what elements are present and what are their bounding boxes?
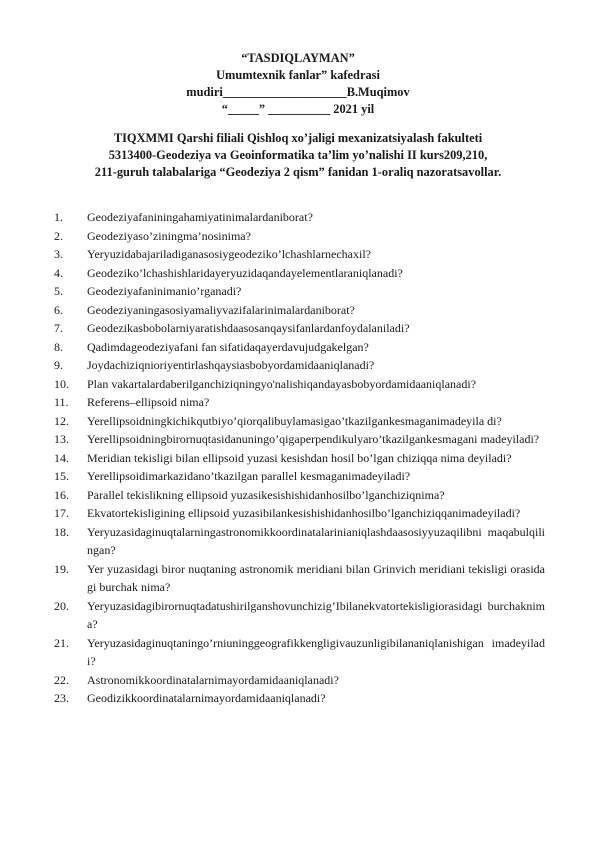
question-text: Yerellipsoidimarkazidano’tkazilgan parallel kesmaganimadeyiladi? xyxy=(87,469,411,483)
question-item xyxy=(54,486,545,505)
question-text: Referens–ellipsoid nima? xyxy=(87,395,210,409)
question-number: 1. xyxy=(54,210,63,224)
question-number: 3. xyxy=(54,247,63,261)
question-number: 18. xyxy=(54,524,69,539)
approval-date-line: “_____” __________ 2021 yil xyxy=(221,102,375,116)
question-number: 13. xyxy=(54,432,69,446)
question-number: 19. xyxy=(54,561,69,576)
question-number: 2. xyxy=(54,228,63,243)
question-item xyxy=(54,375,545,394)
question-text: Yeryuzasidaginuqtalarningastronomikkoordinatalarinianiqlashdaasosiyyuzaqilibni maqabulqilingan? xyxy=(87,524,545,557)
question-number: 5. xyxy=(54,284,63,298)
question-number: 10. xyxy=(54,376,69,391)
heading-line-2: 5313400-Geodeziya va Geoinformatika ta’lim yo’nalishi II kurs209,210, xyxy=(108,148,488,162)
question-text: Meridian tekisligi bilan ellipsoid yuzasi kesishdan hosil bo’lgan chiziqqa nima deyiladi? xyxy=(87,450,512,465)
question-item xyxy=(54,430,545,449)
question-text: Geodeziyafaninimanio’rganadi? xyxy=(87,284,242,298)
department-name: Umumtexnik fanlar” kafedrasi xyxy=(216,68,380,82)
question-item xyxy=(54,338,545,357)
question-number: 16. xyxy=(54,487,69,502)
question-text: Ekvatortekisligining ellipsoid yuzasibilankesishishidanhosilbo’lganchiziqqanimadeyiladi? xyxy=(87,506,521,520)
heading-line-1: TIQXMMI Qarshi filiali Qishloq xo’jaligi mexanizatsiyalash fakulteti xyxy=(113,131,483,145)
question-text: Yerellipsoidningbirornuqtasidanuningo’qigaperpendikulyaro’tkazilgankesmagani madeyiladi? xyxy=(87,432,540,446)
question-list xyxy=(54,208,545,708)
question-text: Yeryuzidabajariladiganasosiygeodeziko’lchashlarnechaxil? xyxy=(87,247,372,261)
question-number: 8. xyxy=(54,339,63,354)
question-text: Parallel tekislikning ellipsoid yuzasikesishishidanhosilbo’lganchiziqnima? xyxy=(87,487,445,502)
question-text: Geodizikkoordinatalarnimayordamidaaniqlanadi? xyxy=(87,691,326,705)
question-item xyxy=(54,356,545,375)
question-item xyxy=(54,282,545,301)
question-item xyxy=(54,319,545,338)
question-text: Yeryuzasidagibirornuqtadatushirilganshovunchizig’Ibilanekvatortekisligiorasidagi burchaknima? xyxy=(87,598,545,631)
question-text: Yer yuzasidagi biror nuqtaning astronomik meridiani bilan Grinvich meridiani tekisligi orasidagi burchak nima? xyxy=(87,561,545,594)
question-item xyxy=(54,227,545,246)
question-number: 22. xyxy=(54,672,69,687)
question-item xyxy=(54,523,545,560)
department-head-signature-line: mudiri____________________B.Muqimov xyxy=(186,85,410,99)
question-number: 11. xyxy=(54,395,69,409)
question-item xyxy=(54,412,545,431)
question-text: Astronomikkoordinatalarnimayordamidaaniqlanadi? xyxy=(87,672,339,687)
question-number: 20. xyxy=(54,598,69,613)
question-item xyxy=(54,208,545,227)
question-number: 9. xyxy=(54,358,63,372)
approval-title: “TASDIQLAYMAN” xyxy=(241,51,355,65)
question-number: 14. xyxy=(54,450,69,465)
question-text: Yerellipsoidningkichikqutbiyo’qiorqalibuylamasigao’tkazilgankesmaganimadeyila di? xyxy=(87,413,502,428)
question-item xyxy=(54,393,545,412)
question-text: Geodeziyaso’ziningma’nosinima? xyxy=(87,228,251,243)
question-item xyxy=(54,689,545,708)
question-item xyxy=(54,264,545,283)
question-text: Geodeziko’lchashishlaridayeryuzidaqandayelementlaraniqlanadi? xyxy=(87,265,403,280)
question-number: 7. xyxy=(54,321,63,335)
question-number: 17. xyxy=(54,506,69,520)
question-item xyxy=(54,504,545,523)
question-item xyxy=(54,597,545,634)
question-item xyxy=(54,449,545,468)
heading-line-3: 211-guruh talabalariga “Geodeziya 2 qism” fanidan 1-oraliq nazoratsavollar. xyxy=(94,165,502,179)
question-number: 15. xyxy=(54,469,69,483)
question-item xyxy=(54,301,545,320)
question-text: Yeryuzasidaginuqtaningo’rniuninggeografikkengligivauzunligibilananiqlanishigan imadeyiladi? xyxy=(87,635,545,668)
question-number: 4. xyxy=(54,265,63,280)
question-number: 21. xyxy=(54,635,69,650)
question-item xyxy=(54,560,545,597)
question-text: Joydachiziqnioriyentirlashqaysiasbobyordamidaaniqlanadi? xyxy=(87,358,375,372)
question-item xyxy=(54,467,545,486)
question-number: 23. xyxy=(54,691,69,705)
question-text: Plan vakartalardaberilganchiziqningyo'nalishiqandayasbobyordamidaaniqlanadi? xyxy=(87,376,477,391)
document-header xyxy=(0,50,596,181)
question-item xyxy=(54,671,545,690)
question-item xyxy=(54,634,545,671)
question-text: Geodeziyaningasosiyamaliyvazifalarinimalardaniborat? xyxy=(87,302,355,317)
question-text: Geodezikasbobolarniyaratishdaasosanqaysifanlardanfoydalaniladi? xyxy=(87,321,410,335)
question-text: Geodeziyafaniningahamiyatinimalardaniborat? xyxy=(87,210,313,224)
question-number: 12. xyxy=(54,413,69,428)
question-text: Qadimdageodeziyafani fan sifatidaqayerdavujudgakelgan? xyxy=(87,339,369,354)
question-item xyxy=(54,245,545,264)
question-number: 6. xyxy=(54,302,63,317)
